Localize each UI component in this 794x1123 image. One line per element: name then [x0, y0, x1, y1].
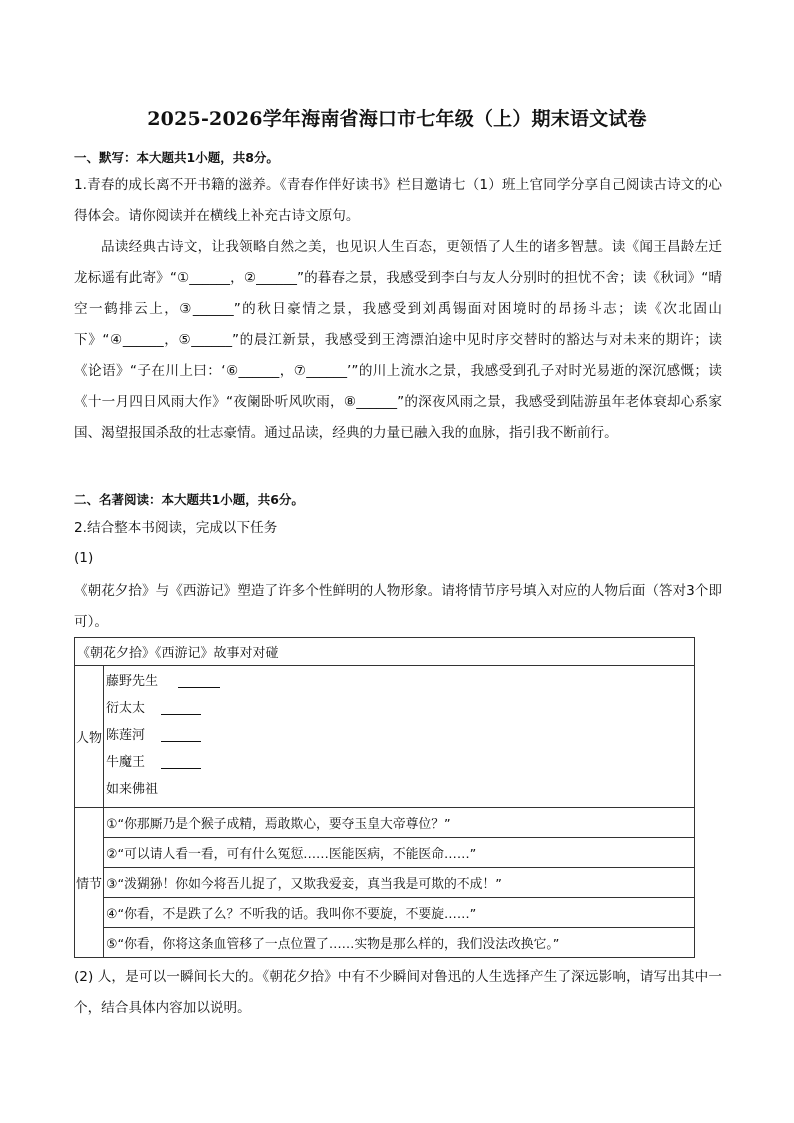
- plot-item: ②“可以请人看一看，可有什么冤愆……医能医病，不能医命……”: [104, 838, 695, 868]
- subquestion-1-text: 《朝花夕拾》与《西游记》塑造了许多个性鲜明的人物形象。请将情节序号填入对应的人物后面（答对3个即可）。: [74, 583, 722, 630]
- answer-blank[interactable]: [178, 673, 220, 688]
- table-caption: 《朝花夕拾》《西游记》故事对对碰: [75, 638, 695, 666]
- story-match-table: [74, 637, 695, 958]
- question-2-prompt: 2.结合整本书阅读，完成以下任务: [74, 520, 278, 536]
- answer-blank[interactable]: [161, 754, 201, 769]
- character-item: 衍太太: [106, 695, 692, 722]
- plot-item: ①“你那厮乃是个猴子成精，焉敢欺心，要夺玉皇大帝尊位？”: [104, 808, 695, 838]
- characters-row-label: 人物: [75, 666, 104, 808]
- subquestion-1-label: (1): [74, 550, 94, 566]
- character-item: 陈莲河: [106, 722, 692, 749]
- subquestion-2-text: (2) 人，是可以一瞬间长大的。《朝花夕拾》中有不少瞬间对鲁迅的人生选择产生了深远影响，请写出其中一个，结合具体内容加以说明。: [74, 969, 722, 1016]
- exam-title: 2025-2026学年海南省海口市七年级（上）期末语文试卷: [147, 108, 647, 130]
- question-1-passage: 品读经典古诗文，让我领略自然之美，也见识人生百态，更领悟了人生的诸多智慧。读《闻王昌龄左迁龙标遥有此寄》“①______，②______”的暮春之景，我感受到李白与友人分别时的担忧不舍；读《秋词》“晴空一鹤排云上，③______”的秋日豪情之景，我感受到刘禹锡面对困境时的昂扬斗志；读《次北固山下》“④______，⑤______”的晨江新景，我感受到王湾漂泊途中见时序交替时的豁达与对未来的期许；读《论语》“子在川上曰：‘⑥______，⑦______’”的川上流水之景，我感受到孔子对时光易逝的深沉感慨；读《十一月四日风雨大作》“夜阑卧听风吹雨，⑧______”的深夜风雨之景，我感受到陆游虽年老体衰却心系家国、渴望报国杀敌的壮志豪情。通过品读，经典的力量已融入我的血脉，指引我不断前行。: [74, 239, 722, 441]
- question-1-prompt: 1.青春的成长离不开书籍的滋养。《青春作伴好读书》栏目邀请七（1）班上官同学分享自己阅读古诗文的心得体会。请你阅读并在横线上补充古诗文原句。: [74, 177, 722, 224]
- character-item: 如来佛祖: [106, 782, 159, 797]
- plot-item: ⑤“你看，你将这条血管移了一点位置了……实物是那么样的，我们没法改换它。”: [104, 928, 695, 958]
- section-2-heading: 二、名著阅读：本大题共1小题，共6分。: [74, 492, 304, 507]
- characters-cell: [104, 666, 695, 808]
- answer-blank[interactable]: [161, 700, 201, 715]
- character-item: 牛魔王: [106, 749, 692, 776]
- plot-item: ④“你看，不是跌了么？不听我的话。我叫你不要旋，不要旋……”: [104, 898, 695, 928]
- plots-row-label: 情节: [75, 808, 104, 958]
- section-1-heading: 一、默写：本大题共1小题，共8分。: [74, 150, 279, 165]
- plot-item: ③“泼猢狲！你如今将吾儿捉了，又欺我爱妾，真当我是可欺的不成！”: [104, 868, 695, 898]
- character-item: 藤野先生: [106, 668, 692, 695]
- answer-blank[interactable]: [161, 727, 201, 742]
